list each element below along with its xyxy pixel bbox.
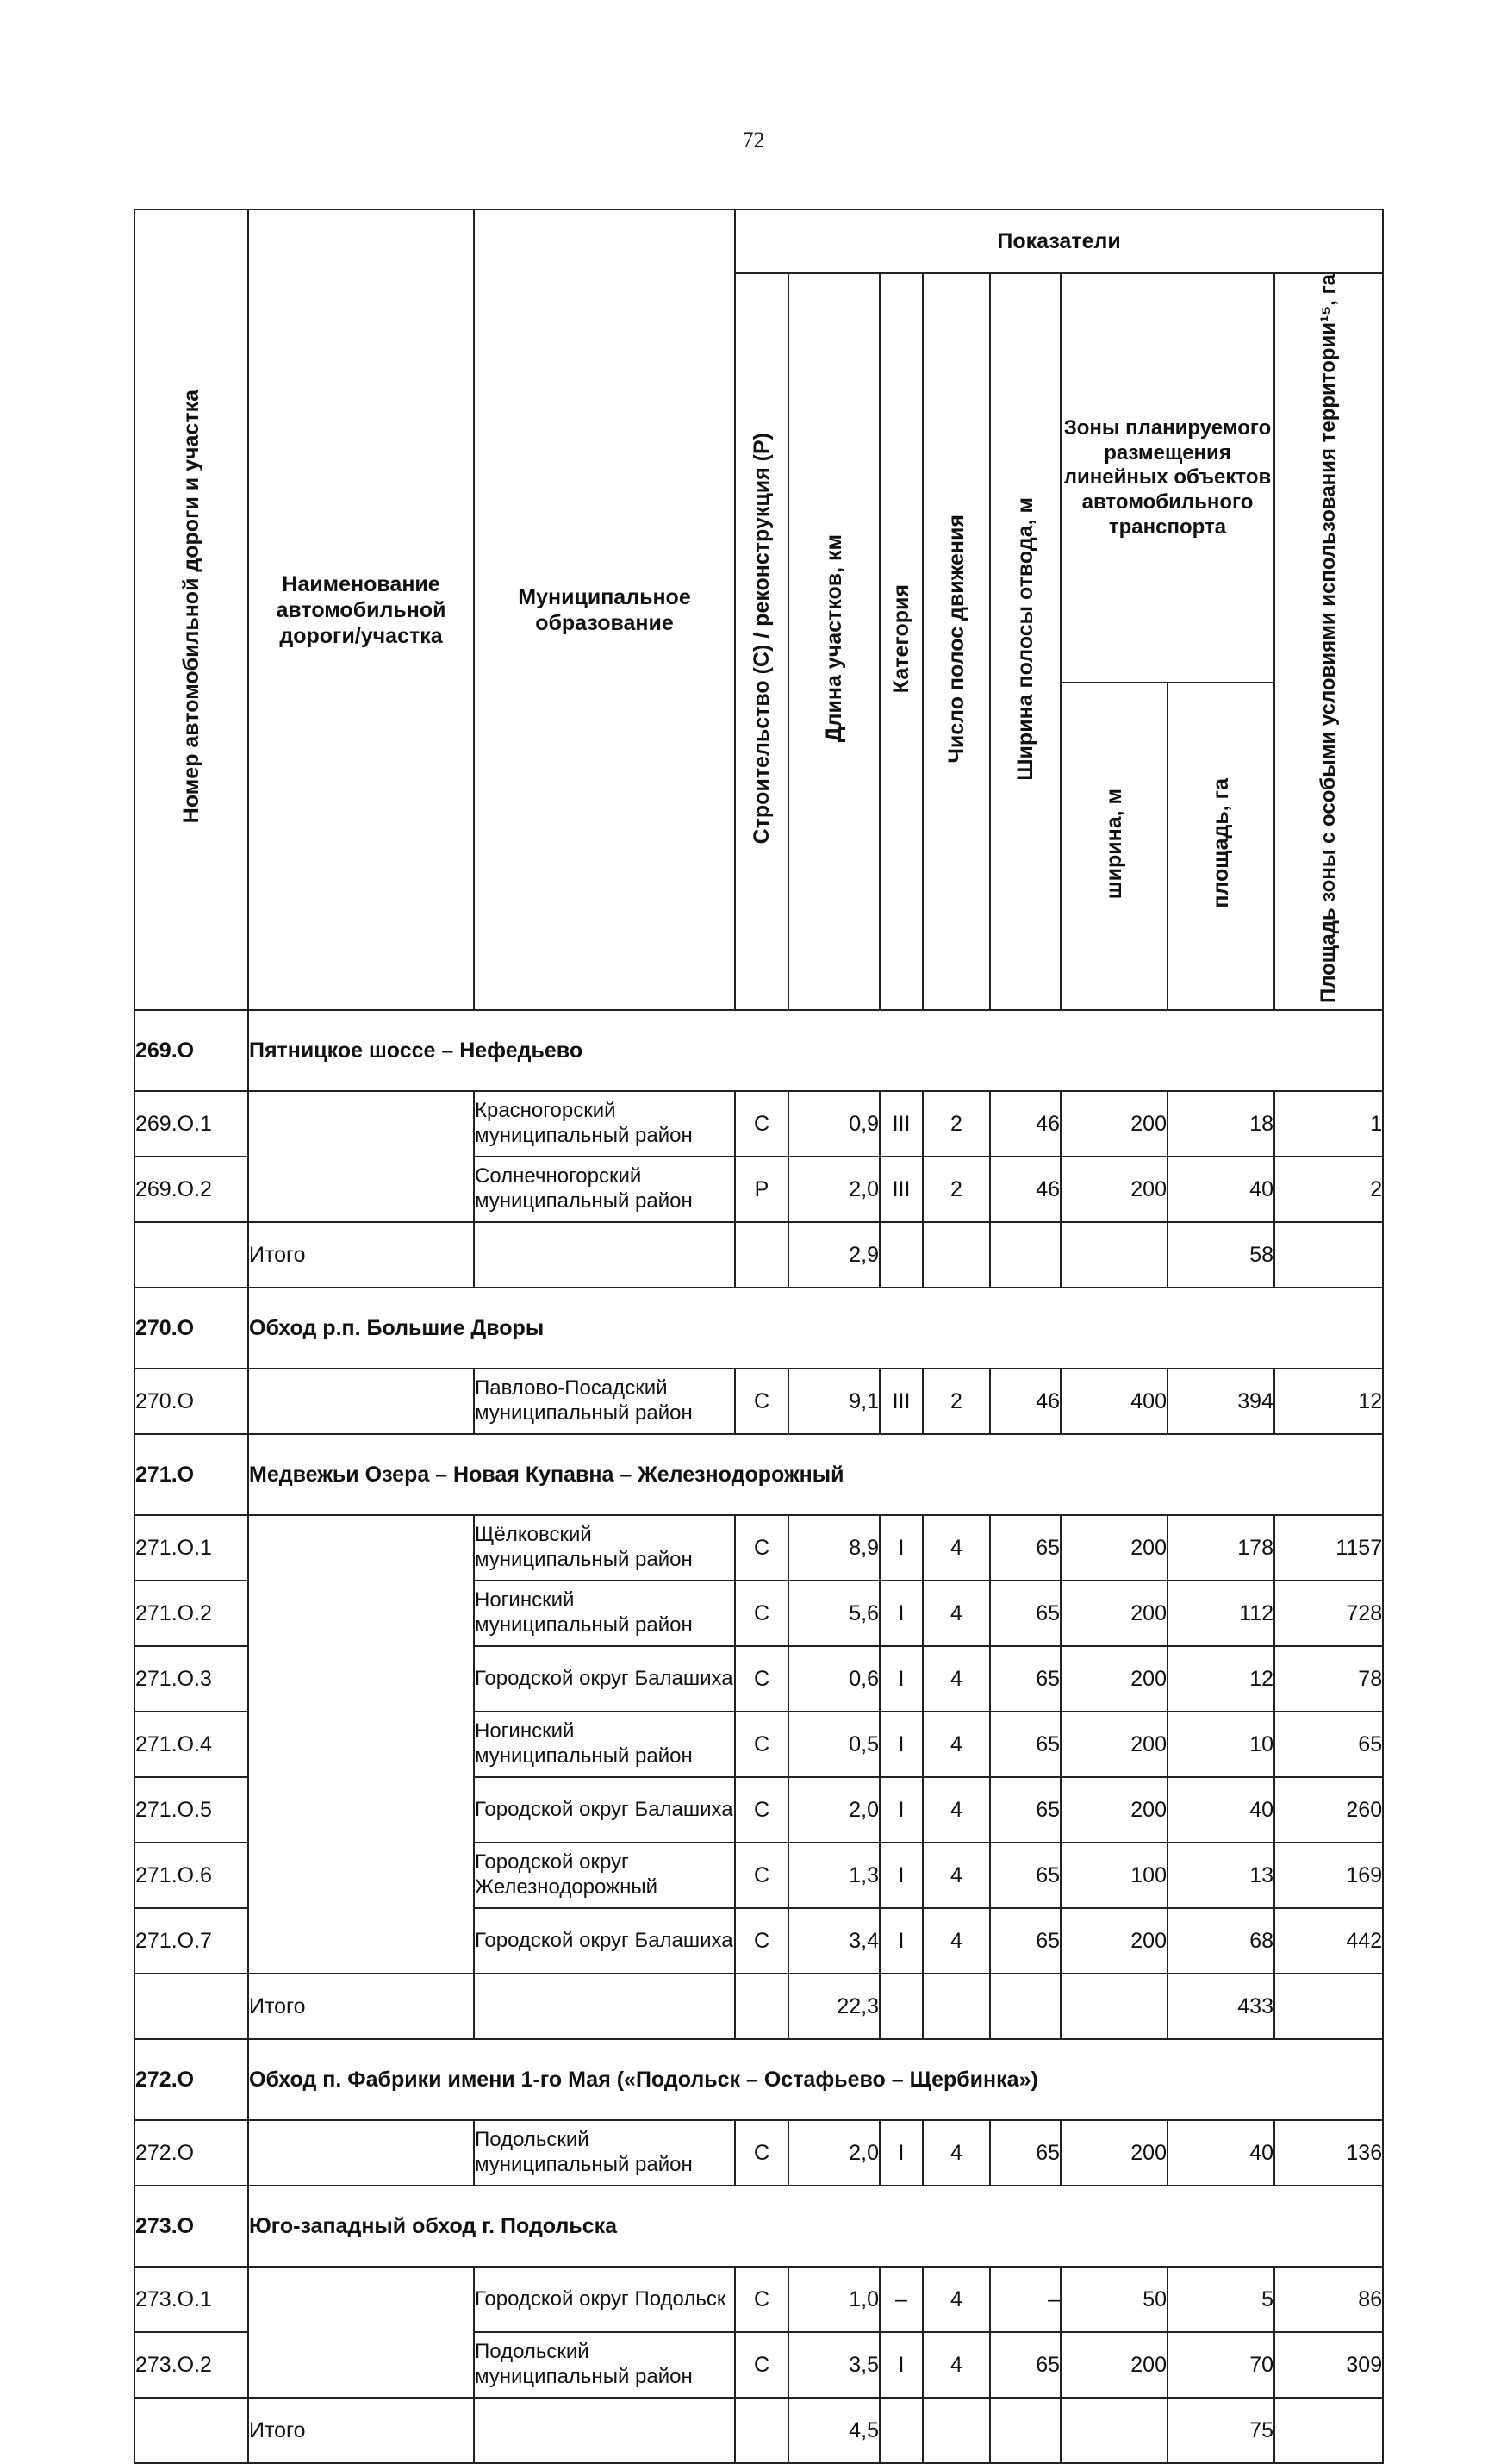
- total-empty: [923, 1222, 990, 1288]
- segment-id: 271.О.7: [134, 1908, 248, 1974]
- lanes: 4: [923, 1908, 990, 1974]
- section-row: [134, 1288, 1383, 1369]
- category: I: [880, 1646, 923, 1712]
- row-width: 65: [990, 2332, 1061, 2398]
- total-empty: [923, 2398, 990, 2463]
- lanes: 4: [923, 1843, 990, 1908]
- total-empty: [1061, 1974, 1168, 2039]
- section-row: [134, 1434, 1383, 1515]
- road-id: 272.О: [134, 2039, 248, 2120]
- header-road-name: Наименование автомобильной дороги/участка: [248, 209, 474, 1010]
- segment-id: 272.О: [134, 2120, 248, 2186]
- row-width: 65: [990, 1908, 1061, 1974]
- table-row: [134, 2120, 1383, 2186]
- municipality: Щёлковский муниципальный район: [474, 1515, 735, 1581]
- segment-name-empty: [248, 1515, 474, 1974]
- zone-area: 40: [1168, 1777, 1274, 1843]
- segment-length: 2,0: [788, 1157, 880, 1222]
- table-body: [134, 1010, 1383, 2463]
- roads-table: [134, 209, 1384, 2464]
- segment-length: 3,4: [788, 1908, 880, 1974]
- segment-id: 269.О.1: [134, 1091, 248, 1157]
- header-category: Категория: [880, 273, 923, 1010]
- lanes: 4: [923, 1712, 990, 1777]
- work-type: С: [735, 1843, 788, 1908]
- zone-width: 200: [1061, 1646, 1168, 1712]
- zone-width: 200: [1061, 1091, 1168, 1157]
- header-road-number: Номер автомобильной дороги и участка: [134, 209, 248, 1010]
- zone-width: 200: [1061, 1157, 1168, 1222]
- segment-id: 271.О.1: [134, 1515, 248, 1581]
- municipality: Солнечногорский муниципальный район: [474, 1157, 735, 1222]
- row-width: 65: [990, 1515, 1061, 1581]
- road-title: Обход п. Фабрики имени 1-го Мая («Подольск – Остафьево – Щербинка»): [248, 2039, 1383, 2120]
- category: I: [880, 1515, 923, 1581]
- municipality: Ногинский муниципальный район: [474, 1581, 735, 1646]
- total-label: Итого: [248, 1222, 474, 1288]
- municipality: Подольский муниципальный район: [474, 2120, 735, 2186]
- zone-area: 18: [1168, 1091, 1274, 1157]
- category: I: [880, 1908, 923, 1974]
- row-width: 65: [990, 1843, 1061, 1908]
- section-row: [134, 2186, 1383, 2267]
- municipality: Городской округ Балашиха: [474, 1777, 735, 1843]
- zone-area: 12: [1168, 1646, 1274, 1712]
- segment-id: 271.О.6: [134, 1843, 248, 1908]
- category: I: [880, 1712, 923, 1777]
- segment-length: 1,3: [788, 1843, 880, 1908]
- lanes: 2: [923, 1369, 990, 1434]
- zone-width: 200: [1061, 1581, 1168, 1646]
- table-row: [134, 1091, 1383, 1157]
- header-indicators: Показатели: [735, 209, 1383, 273]
- municipality: Городской округ Балашиха: [474, 1646, 735, 1712]
- total-empty: [990, 2398, 1061, 2463]
- zone-area: 68: [1168, 1908, 1274, 1974]
- header-lanes: Число полос движения: [923, 273, 990, 1010]
- table-row: [134, 2267, 1383, 2332]
- total-empty: [1061, 1222, 1168, 1288]
- header-zone-width: ширина, м: [1061, 683, 1168, 1010]
- lanes: 2: [923, 1157, 990, 1222]
- zone-width: 200: [1061, 2332, 1168, 2398]
- zone-area: 10: [1168, 1712, 1274, 1777]
- category: III: [880, 1157, 923, 1222]
- row-width: 65: [990, 2120, 1061, 2186]
- municipality: Красногорский муниципальный район: [474, 1091, 735, 1157]
- header-zone-area: площадь, га: [1168, 683, 1274, 1010]
- section-row: [134, 1010, 1383, 1091]
- special-area: 2: [1274, 1157, 1383, 1222]
- table-row: [134, 1515, 1383, 1581]
- header-length: Длина участков, км: [788, 273, 880, 1010]
- total-empty: [990, 1222, 1061, 1288]
- municipality: Городской округ Балашиха: [474, 1908, 735, 1974]
- total-empty: [474, 2398, 735, 2463]
- segment-length: 0,6: [788, 1646, 880, 1712]
- work-type: С: [735, 2120, 788, 2186]
- work-type: С: [735, 1515, 788, 1581]
- header-special-area: Площадь зоны с особыми условиями использования территории¹⁵, га: [1274, 273, 1383, 1010]
- section-row: [134, 2039, 1383, 2120]
- segment-length: 5,6: [788, 1581, 880, 1646]
- work-type: С: [735, 1369, 788, 1434]
- table-row: [134, 1369, 1383, 1434]
- total-empty: [990, 1974, 1061, 2039]
- special-area: 1: [1274, 1091, 1383, 1157]
- total-row: [134, 1974, 1383, 2039]
- zone-area: 13: [1168, 1843, 1274, 1908]
- zone-width: 200: [1061, 1908, 1168, 1974]
- segment-id: 271.О.5: [134, 1777, 248, 1843]
- total-label: Итого: [248, 2398, 474, 2463]
- segment-length: 2,0: [788, 1777, 880, 1843]
- road-title: Юго-западный обход г. Подольска: [248, 2186, 1383, 2267]
- municipality: Ногинский муниципальный район: [474, 1712, 735, 1777]
- total-empty: [1061, 2398, 1168, 2463]
- total-length: 22,3: [788, 1974, 880, 2039]
- segment-id: 271.О.2: [134, 1581, 248, 1646]
- zone-area: 5: [1168, 2267, 1274, 2332]
- total-empty: [134, 1222, 248, 1288]
- category: III: [880, 1369, 923, 1434]
- total-empty: [134, 1974, 248, 2039]
- zone-width: 50: [1061, 2267, 1168, 2332]
- total-zone-area: 58: [1168, 1222, 1274, 1288]
- segment-id: 270.О: [134, 1369, 248, 1434]
- row-width: 65: [990, 1581, 1061, 1646]
- work-type: С: [735, 2267, 788, 2332]
- segment-length: 3,5: [788, 2332, 880, 2398]
- segment-id: 271.О.4: [134, 1712, 248, 1777]
- special-area: 78: [1274, 1646, 1383, 1712]
- work-type: Р: [735, 1157, 788, 1222]
- total-length: 2,9: [788, 1222, 880, 1288]
- zone-area: 178: [1168, 1515, 1274, 1581]
- segment-length: 8,9: [788, 1515, 880, 1581]
- category: III: [880, 1091, 923, 1157]
- total-zone-area: 433: [1168, 1974, 1274, 2039]
- category: I: [880, 1777, 923, 1843]
- zone-area: 112: [1168, 1581, 1274, 1646]
- header-zones: Зоны планируемого размещения линейных объектов автомобильного транспорта: [1061, 273, 1274, 683]
- work-type: С: [735, 1712, 788, 1777]
- municipality: Городской округ Подольск: [474, 2267, 735, 2332]
- total-empty: [880, 1222, 923, 1288]
- special-area: 309: [1274, 2332, 1383, 2398]
- total-label: Итого: [248, 1974, 474, 2039]
- zone-width: 200: [1061, 1515, 1168, 1581]
- segment-name-empty: [248, 1091, 474, 1222]
- special-area: 65: [1274, 1712, 1383, 1777]
- lanes: 4: [923, 1581, 990, 1646]
- total-empty: [735, 1222, 788, 1288]
- special-area: 442: [1274, 1908, 1383, 1974]
- total-empty: [735, 1974, 788, 2039]
- segment-id: 271.О.3: [134, 1646, 248, 1712]
- lanes: 4: [923, 1646, 990, 1712]
- total-empty: [923, 1974, 990, 2039]
- row-width: 46: [990, 1157, 1061, 1222]
- total-empty: [1274, 1222, 1383, 1288]
- work-type: С: [735, 1777, 788, 1843]
- zone-width: 200: [1061, 1777, 1168, 1843]
- table-header: [134, 209, 1383, 1010]
- total-row: [134, 2398, 1383, 2463]
- row-width: 65: [990, 1646, 1061, 1712]
- lanes: 4: [923, 1515, 990, 1581]
- segment-id: 273.О.2: [134, 2332, 248, 2398]
- category: I: [880, 1843, 923, 1908]
- total-empty: [134, 2398, 248, 2463]
- zone-width: 200: [1061, 1712, 1168, 1777]
- row-width: 65: [990, 1777, 1061, 1843]
- page-number: 72: [742, 128, 765, 153]
- special-area: 169: [1274, 1843, 1383, 1908]
- total-empty: [880, 1974, 923, 2039]
- category: I: [880, 2332, 923, 2398]
- header-municipality: Муниципальное образование: [474, 209, 735, 1010]
- road-id: 269.О: [134, 1010, 248, 1091]
- row-width: –: [990, 2267, 1061, 2332]
- segment-length: 1,0: [788, 2267, 880, 2332]
- segment-length: 0,9: [788, 1091, 880, 1157]
- segment-id: 273.О.1: [134, 2267, 248, 2332]
- lanes: 2: [923, 1091, 990, 1157]
- zone-area: 70: [1168, 2332, 1274, 2398]
- segment-length: 2,0: [788, 2120, 880, 2186]
- work-type: С: [735, 2332, 788, 2398]
- total-empty: [474, 1974, 735, 2039]
- work-type: С: [735, 1091, 788, 1157]
- total-empty: [1274, 1974, 1383, 2039]
- category: I: [880, 2120, 923, 2186]
- road-title: Обход р.п. Большие Дворы: [248, 1288, 1383, 1369]
- total-empty: [474, 1222, 735, 1288]
- segment-length: 0,5: [788, 1712, 880, 1777]
- total-row: [134, 1222, 1383, 1288]
- segment-length: 9,1: [788, 1369, 880, 1434]
- municipality: Городской округ Железнодорожный: [474, 1843, 735, 1908]
- lanes: 4: [923, 1777, 990, 1843]
- zone-width: 100: [1061, 1843, 1168, 1908]
- row-width: 65: [990, 1712, 1061, 1777]
- segment-name-empty: [248, 2267, 474, 2398]
- work-type: С: [735, 1908, 788, 1974]
- municipality: Павлово-Посадский муниципальный район: [474, 1369, 735, 1434]
- lanes: 4: [923, 2267, 990, 2332]
- work-type: С: [735, 1581, 788, 1646]
- special-area: 260: [1274, 1777, 1383, 1843]
- lanes: 4: [923, 2332, 990, 2398]
- total-empty: [735, 2398, 788, 2463]
- zone-width: 200: [1061, 2120, 1168, 2186]
- road-id: 271.О: [134, 1434, 248, 1515]
- row-width: 46: [990, 1369, 1061, 1434]
- special-area: 12: [1274, 1369, 1383, 1434]
- total-empty: [1274, 2398, 1383, 2463]
- special-area: 1157: [1274, 1515, 1383, 1581]
- zone-area: 40: [1168, 1157, 1274, 1222]
- special-area: 728: [1274, 1581, 1383, 1646]
- road-id: 273.О: [134, 2186, 248, 2267]
- work-type: С: [735, 1646, 788, 1712]
- total-length: 4,5: [788, 2398, 880, 2463]
- category: I: [880, 1581, 923, 1646]
- road-id: 270.О: [134, 1288, 248, 1369]
- road-title: Медвежьи Озера – Новая Купавна – Железнодорожный: [248, 1434, 1383, 1515]
- category: –: [880, 2267, 923, 2332]
- total-empty: [880, 2398, 923, 2463]
- zone-width: 400: [1061, 1369, 1168, 1434]
- municipality: Подольский муниципальный район: [474, 2332, 735, 2398]
- special-area: 86: [1274, 2267, 1383, 2332]
- segment-name-empty: [248, 1369, 474, 1434]
- segment-name-empty: [248, 2120, 474, 2186]
- road-title: Пятницкое шоссе – Нефедьево: [248, 1010, 1383, 1091]
- total-zone-area: 75: [1168, 2398, 1274, 2463]
- header-construction: Строительство (С) / реконструкция (Р): [735, 273, 788, 1010]
- header-row-width: Ширина полосы отвода, м: [990, 273, 1061, 1010]
- special-area: 136: [1274, 2120, 1383, 2186]
- zone-area: 40: [1168, 2120, 1274, 2186]
- row-width: 46: [990, 1091, 1061, 1157]
- lanes: 4: [923, 2120, 990, 2186]
- segment-id: 269.О.2: [134, 1157, 248, 1222]
- zone-area: 394: [1168, 1369, 1274, 1434]
